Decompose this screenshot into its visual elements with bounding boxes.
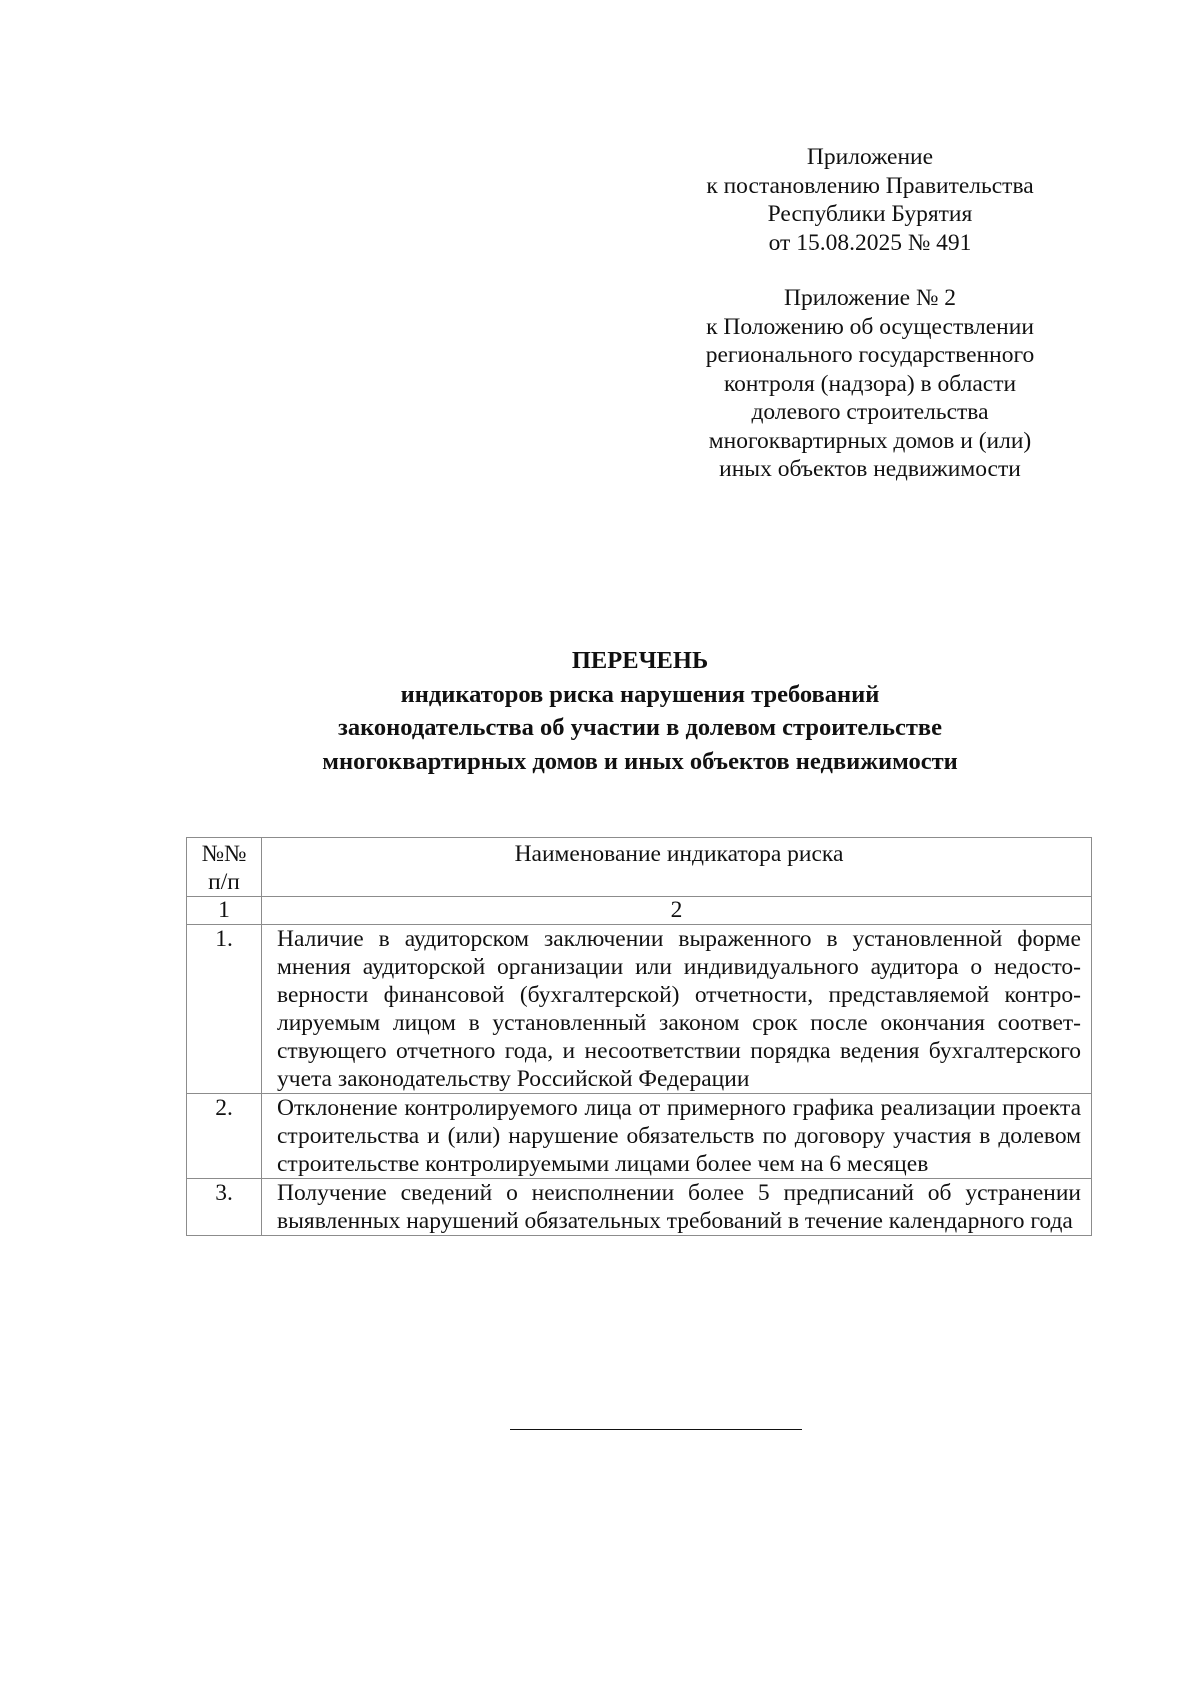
- table-row: [187, 1179, 1092, 1236]
- table-row: [187, 925, 1092, 1094]
- appendix-line: регионального государственного: [705, 342, 1035, 368]
- appendix-line: от 15.08.2025 № 491: [768, 229, 972, 256]
- header-number-sublabel: п/п: [208, 869, 240, 895]
- header-name-cell: Наименование индикатора риска: [262, 838, 1092, 897]
- row-indicator-cell: [262, 1179, 1092, 1236]
- appendix-line: к постановлению Правительства: [706, 172, 1034, 199]
- appendix-line: Приложение № 2: [783, 285, 957, 311]
- header-number-cell: [187, 838, 262, 897]
- column-number-cell: 2: [262, 897, 1092, 925]
- title-line: законодательства об участии в долевом строительстве: [338, 714, 942, 741]
- row-indicator-text: Получение сведений о неисполнении более 5 предписаний об устранении выявленных нарушений обязательных требований в течение календарного года: [277, 1180, 1081, 1234]
- end-separator-line: [510, 1429, 802, 1430]
- title-line: многоквартирных домов и иных объектов недвижимости: [322, 747, 958, 775]
- appendix-line: многоквартирных домов и (или): [708, 427, 1032, 454]
- appendix-line: иных объектов недвижимости: [719, 456, 1021, 482]
- appendix-line: Республики Бурятия: [767, 201, 973, 227]
- row-indicator-cell: [262, 1094, 1092, 1179]
- appendix-line: долевого строительства: [751, 399, 989, 425]
- row-indicator-text: Наличие в аудиторском заключении выраженного в установленной форме мнения аудиторской организации или индивидуального аудитора о недостоверности финансовой (бухгалтерской) отчетности, представляемой контролируемым лицом в установленный законом срок после окончания соответствующего отчетного года, и несоответствии порядка ведения бухгалтерского учета законодательству Российской Федерации: [277, 926, 1081, 1092]
- header-number-label: №№: [201, 841, 247, 867]
- row-number: 1.: [187, 925, 262, 1094]
- table-header-row: [187, 838, 1092, 897]
- row-indicator-cell: [262, 925, 1092, 1094]
- column-number-cell: 1: [187, 897, 262, 925]
- title-line: индикаторов риска нарушения требований: [400, 680, 880, 708]
- risk-indicators-table: [186, 837, 1092, 1236]
- appendix-reference-1: [650, 143, 1090, 257]
- appendix-line: Приложение: [806, 144, 934, 170]
- title-heading: ПЕРЕЧЕНЬ: [571, 647, 709, 674]
- row-number: 3.: [187, 1179, 262, 1236]
- document-title: [160, 644, 1120, 778]
- table-row: [187, 1094, 1092, 1179]
- column-number-row: [187, 897, 1092, 925]
- row-indicator-text: Отклонение контролируемого лица от примерного графика реализации проекта строительства и (или) нарушение обязательств по договору участия в долевом строительстве контролируемыми лицами более чем на 6 месяцев: [277, 1095, 1081, 1177]
- appendix-line: контроля (надзора) в области: [723, 370, 1017, 397]
- appendix-line: к Положению об осуществлении: [706, 313, 1034, 340]
- row-number: 2.: [187, 1094, 262, 1179]
- appendix-reference-2: [650, 284, 1090, 484]
